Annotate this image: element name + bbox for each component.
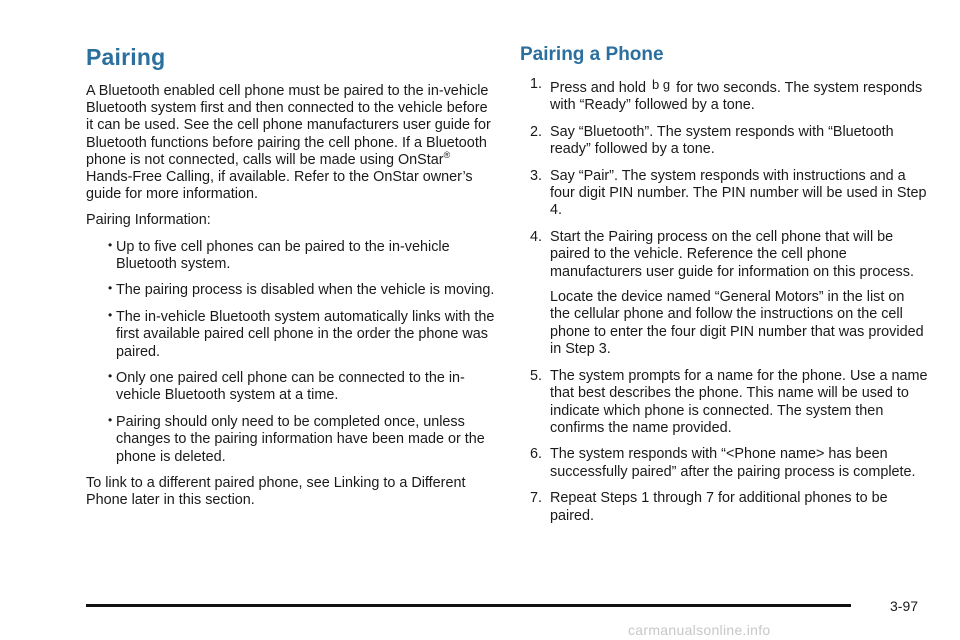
- bullet-text: Only one paired cell phone can be connected to the in-vehicle Bluetooth system at a time.: [116, 370, 465, 404]
- step-item: [520, 124, 928, 159]
- step-number: 7.: [530, 490, 543, 507]
- bullet-icon: •: [108, 281, 113, 296]
- step-text-before: Press and hold: [550, 80, 646, 96]
- step-number: 4.: [530, 228, 543, 245]
- list-item: [86, 239, 496, 274]
- registered-mark: ®: [443, 149, 451, 160]
- left-column: [86, 44, 496, 519]
- pairing-steps-list: [520, 76, 928, 525]
- step-text-after: for two seconds. The system responds with “Ready” followed by a tone.: [550, 80, 923, 114]
- list-item: [86, 309, 496, 361]
- bullet-icon: •: [108, 237, 113, 252]
- step-number: 5.: [530, 367, 543, 384]
- bullet-icon: •: [108, 412, 113, 427]
- footer-rule: [86, 604, 851, 607]
- list-item: [86, 370, 496, 405]
- step-item: [520, 229, 928, 359]
- step-item: [520, 490, 928, 525]
- right-column: [520, 44, 928, 534]
- step-number: 1.: [530, 76, 543, 92]
- list-item: [86, 282, 496, 299]
- bullet-icon: •: [108, 369, 113, 384]
- step-text: The system responds with “<Phone name> has been successfully paired” after the pairing process is complete.: [550, 446, 916, 480]
- intro-text-part-2: Hands-Free Calling, if available. Refer to the OnStar owner’s guide for more information.: [86, 169, 473, 203]
- bullet-text: Pairing should only need to be completed once, unless changes to the pairing information have been made or the phone is deleted.: [116, 413, 485, 465]
- step-item: [520, 168, 928, 220]
- bullet-text: Up to five cell phones can be paired to the in-vehicle Bluetooth system.: [116, 238, 450, 273]
- closing-paragraph: To link to a different paired phone, see Linking to a Different Phone later in this section.: [86, 475, 466, 509]
- step-text: The system prompts for a name for the phone. Use a name that best describes the phone. This name will be used to indicate which phone is connected. The system then confirms the name provided.: [550, 367, 928, 436]
- list-item: [86, 414, 496, 466]
- step-number: 6.: [530, 446, 543, 463]
- bullet-icon: •: [108, 307, 113, 322]
- step-number: 3.: [530, 167, 543, 184]
- step-item: [520, 76, 928, 115]
- intro-text-part-1: A Bluetooth enabled cell phone must be paired to the in-vehicle Bluetooth system first and then connected to the vehicle before it can be used. See the cell phone manufacturers user guide for Bluetooth functions before pairing the cell phone. If a Bluetooth phone is not connected, calls will be made using OnStar: [86, 83, 491, 168]
- step-item: [520, 446, 928, 481]
- pairing-info-label: Pairing Information:: [86, 212, 211, 229]
- step-number: 2.: [530, 123, 543, 140]
- bullet-text: The in-vehicle Bluetooth system automatically links with the first available paired cell phone in the order the phone was paired.: [116, 308, 495, 360]
- step-text: Repeat Steps 1 through 7 for additional phones to be paired.: [550, 490, 888, 524]
- step-item: [520, 368, 928, 438]
- step-text: Say “Bluetooth”. The system responds with “Bluetooth ready” followed by a tone.: [550, 123, 894, 158]
- section-title-pairing-a-phone: Pairing a Phone: [520, 44, 664, 65]
- intro-paragraph: [86, 83, 496, 203]
- section-title-pairing: Pairing: [86, 44, 166, 70]
- bullet-text: The pairing process is disabled when the vehicle is moving.: [116, 282, 495, 299]
- watermark: carmanualsonline.info: [628, 622, 771, 638]
- step-text: Start the Pairing process on the cell phone that will be paired to the vehicle. Reference the cell phone manufacturers user guide for information on this process.: [550, 228, 914, 280]
- step-text: Say “Pair”. The system responds with instructions and a four digit PIN number. The PIN number will be used in Step 4.: [550, 167, 927, 219]
- pairing-info-list: [86, 239, 496, 466]
- voice-button-icon: b g: [652, 77, 671, 92]
- step-subparagraph: Locate the device named “General Motors” in the list on the cellular phone and follow the instructions on the cell phone to enter the four digit PIN number that was provided in Step 3.: [550, 289, 924, 358]
- page-number: 3-97: [890, 598, 919, 614]
